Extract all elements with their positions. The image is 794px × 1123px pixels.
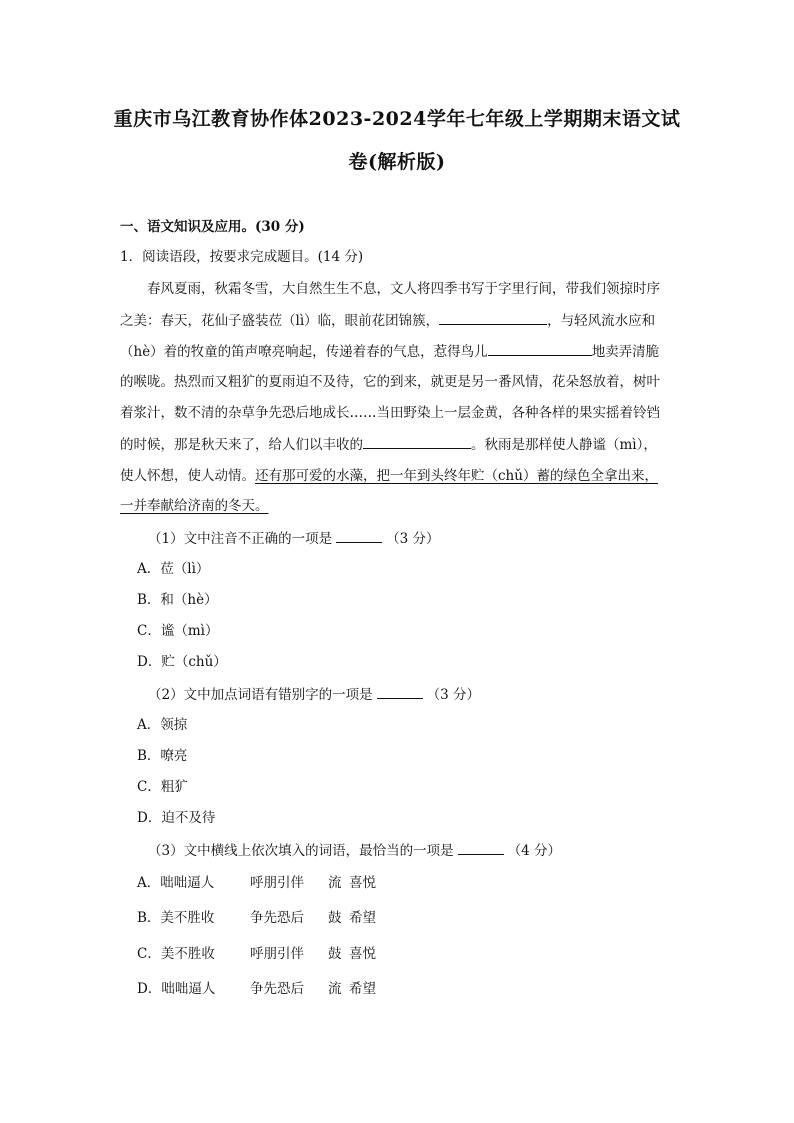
passage-line-3 xyxy=(120,341,674,362)
passage-line-4: 的喉咙。热烈而又粗犷的夏雨迫不及待，它的到来，就更是另一番风情，花朵怒放着，树叶 xyxy=(120,374,660,390)
passage-line-7-underlined: 还有那可爱的水藻，把一年到头终年贮（chǔ）蓄的绿色全拿出来， xyxy=(255,468,658,484)
sub3-option-a-word2: 呼朋引伴 xyxy=(250,875,304,891)
sub-question-3-points: （4 分） xyxy=(507,843,561,859)
passage-line-6-text-b: 。秋雨是那样使人静谧（mì）， xyxy=(471,437,657,453)
sub-question-1 xyxy=(148,528,439,549)
passage-line-2-text-b: ，与轻风流水应和 xyxy=(547,313,656,329)
passage-line-6-text-a: 的时候，那是秋天来了，给人们以丰收的 xyxy=(120,437,363,453)
document-title-line2: 卷(解析版) xyxy=(348,151,446,173)
sub3-option-a-label: A．咄咄逼人 xyxy=(137,875,215,891)
passage-blank-1[interactable] xyxy=(439,310,547,325)
sub2-option-b[interactable]: B．嘹亮 xyxy=(137,748,188,764)
passage-line-7 xyxy=(120,466,674,486)
document-title-line1: 重庆市乌江教育协作体2023-2024学年七年级上学期期末语文试 xyxy=(113,108,681,130)
sub-question-2-points: （3 分） xyxy=(426,687,480,703)
question1-prompt: 1．阅读语段，按要求完成题目。(14 分) xyxy=(120,249,364,265)
passage-line-3-text-b: 地卖弄清脆 xyxy=(591,344,660,360)
sub3-option-a-word3: 流 xyxy=(328,875,342,891)
sub3-option-c-label: C．美不胜收 xyxy=(137,946,215,962)
sub3-option-d-word2: 争先恐后 xyxy=(250,981,304,997)
sub1-option-d[interactable]: D．贮（chǔ） xyxy=(137,654,227,670)
passage-line-8-underlined: 一并奉献给济南的冬天。 xyxy=(120,498,269,514)
sub-question-3-stem: （3）文中横线上依次填入的词语，最恰当的一项是 xyxy=(148,843,454,859)
sub2-option-d[interactable]: D．迫不及待 xyxy=(137,810,216,826)
passage-blank-3[interactable] xyxy=(363,434,471,449)
sub3-option-b-label: B．美不胜收 xyxy=(137,910,215,926)
sub3-option-c-word2: 呼朋引伴 xyxy=(250,946,304,962)
sub3-option-c-word3: 鼓 xyxy=(328,946,342,962)
sub3-option-c-word4: 喜悦 xyxy=(349,946,376,962)
sub1-option-c[interactable]: C．谧（mì） xyxy=(137,623,219,639)
sub1-option-b[interactable]: B．和（hè） xyxy=(137,592,218,608)
passage-line-2 xyxy=(120,310,674,331)
sub-question-3 xyxy=(148,840,561,861)
sub3-option-a-word4: 喜悦 xyxy=(349,875,376,891)
section-heading: 一、语文知识及应用。(30 分) xyxy=(120,219,305,235)
sub2-option-a[interactable]: A．领掠 xyxy=(137,717,188,733)
sub2-option-c[interactable]: C．粗犷 xyxy=(137,779,188,795)
sub3-option-b-word2: 争先恐后 xyxy=(250,910,304,926)
passage-line-6 xyxy=(120,434,674,455)
sub-question-3-answer-blank[interactable] xyxy=(458,840,504,855)
sub3-option-b-word3: 鼓 xyxy=(328,910,342,926)
sub3-option-b-word4: 希望 xyxy=(349,910,376,926)
sub1-option-a[interactable]: A．莅（lì） xyxy=(137,561,210,577)
passage-blank-2[interactable] xyxy=(488,341,592,356)
sub-question-2-stem: （2）文中加点词语有错别字的一项是 xyxy=(148,687,373,703)
passage-line-2-text-a: 之美：春天，花仙子盛装莅（lì）临，眼前花团锦簇， xyxy=(120,313,440,329)
passage-line-7-text-a: 使人怀想，使人动情。 xyxy=(120,468,255,484)
sub3-option-d-word4: 希望 xyxy=(349,981,376,997)
passage-line-3-text-a: （hè）着的牧童的笛声嘹亮响起，传递着春的气息，惹得鸟儿 xyxy=(120,344,488,360)
sub-question-2-answer-blank[interactable] xyxy=(377,684,423,699)
sub-question-1-answer-blank[interactable] xyxy=(336,528,382,543)
sub-question-1-points: （3 分） xyxy=(386,531,440,547)
passage-line-5: 着浆汁，数不清的杂草争先恐后地成长……当田野染上一层金黄，各种各样的果实摇着铃铛 xyxy=(120,405,660,421)
sub3-option-d-word3: 流 xyxy=(328,981,342,997)
passage-line-1: 春风夏雨，秋霜冬雪，大自然生生不息，文人将四季书写于字里行间，带我们领掠时序 xyxy=(147,281,660,297)
sub-question-2 xyxy=(148,684,480,705)
sub-question-1-stem: （1）文中注音不正确的一项是 xyxy=(148,531,333,547)
sub3-option-d-label: D．咄咄逼人 xyxy=(137,981,216,997)
